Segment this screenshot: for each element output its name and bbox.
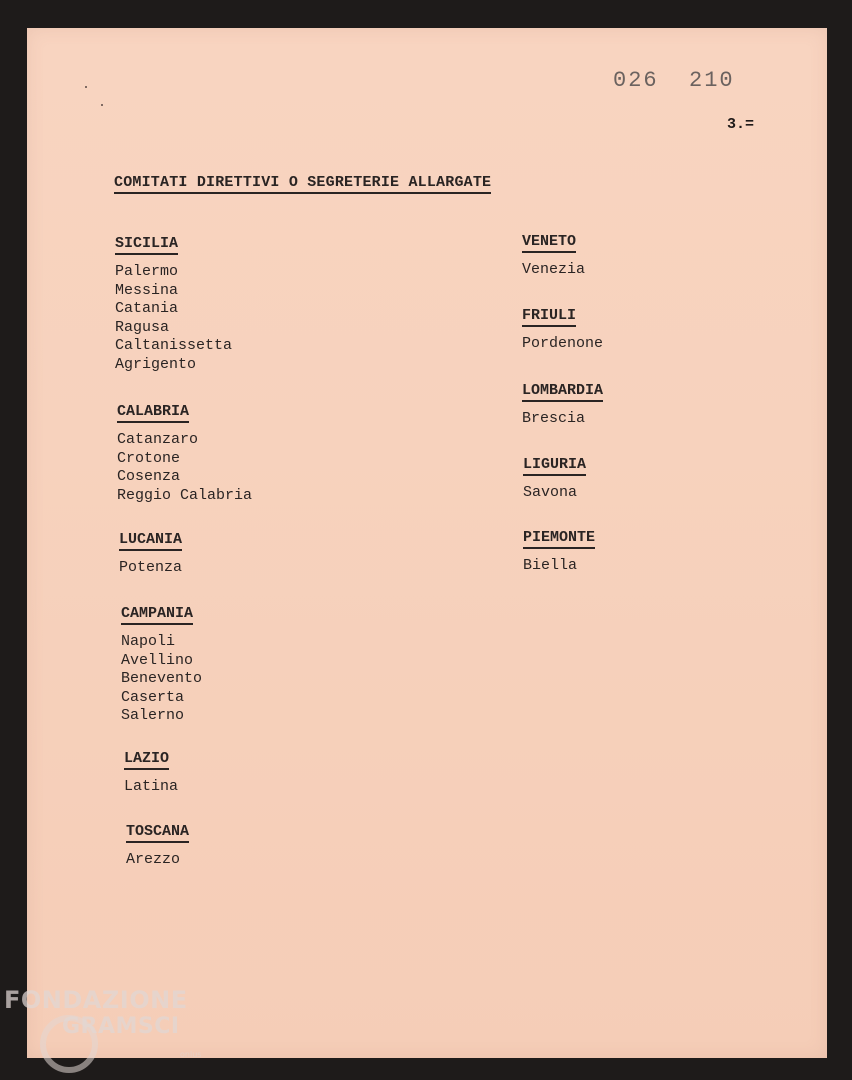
region-heading: CALABRIA (117, 403, 189, 423)
document-title: COMITATI DIRETTIVI O SEGRETERIE ALLARGATE (114, 174, 491, 194)
ink-speck (85, 86, 87, 88)
city-name: Palermo (115, 263, 179, 280)
city-name: Cosenza (117, 468, 181, 486)
city-name: Napoli (121, 633, 176, 650)
region-heading: SICILIA (115, 235, 178, 255)
region-campania (121, 604, 202, 726)
region-sicilia (115, 234, 232, 375)
city-name: Messina (115, 281, 179, 299)
region-heading: LIGURIA (523, 456, 586, 476)
city-name: Salerno (121, 707, 185, 725)
region-piemonte (523, 528, 595, 576)
city-name: Avellino (121, 651, 194, 669)
city-name: Caltanissetta (115, 337, 233, 355)
region-lucania (119, 530, 182, 578)
region-veneto (522, 232, 585, 280)
watermark-line2: GRAMSCI (62, 1014, 180, 1039)
watermark-line1: FONDAZIONE (4, 986, 188, 1014)
city-name: Crotone (117, 449, 181, 467)
region-heading: CAMPANIA (121, 605, 193, 625)
region-toscana (126, 822, 189, 870)
region-lazio (124, 749, 178, 797)
city-name: Brescia (522, 410, 586, 427)
region-friuli (522, 306, 603, 354)
region-heading: TOSCANA (126, 823, 189, 843)
city-name: Ragusa (115, 318, 170, 336)
city-name: Latina (124, 778, 179, 795)
region-heading: LAZIO (124, 750, 169, 770)
archive-number: 026 210 (613, 68, 735, 93)
region-heading: VENETO (522, 233, 576, 253)
region-lombardia (522, 381, 603, 429)
city-name: Potenza (119, 559, 183, 576)
region-heading: FRIULI (522, 307, 576, 327)
city-name: Caserta (121, 688, 185, 706)
region-heading: PIEMONTE (523, 529, 595, 549)
city-name: Benevento (121, 670, 203, 688)
city-name: Savona (523, 484, 578, 501)
city-name: Biella (523, 557, 578, 574)
region-heading: LOMBARDIA (522, 382, 603, 402)
page-number: 3.= (727, 116, 755, 133)
region-heading: LUCANIA (119, 531, 182, 551)
region-liguria (523, 455, 586, 503)
city-name: Pordenone (522, 335, 604, 352)
city-name: Catanzaro (117, 431, 199, 448)
city-name: Agrigento (115, 355, 197, 373)
fondazione-gramsci-watermark (4, 986, 224, 1076)
watermark-line3: onlus (180, 1050, 202, 1059)
city-name: Catania (115, 300, 179, 318)
city-name: Reggio Calabria (117, 486, 253, 504)
city-name: Venezia (522, 261, 586, 278)
city-name: Arezzo (126, 851, 181, 868)
ink-speck (101, 104, 103, 106)
region-calabria (117, 402, 252, 505)
